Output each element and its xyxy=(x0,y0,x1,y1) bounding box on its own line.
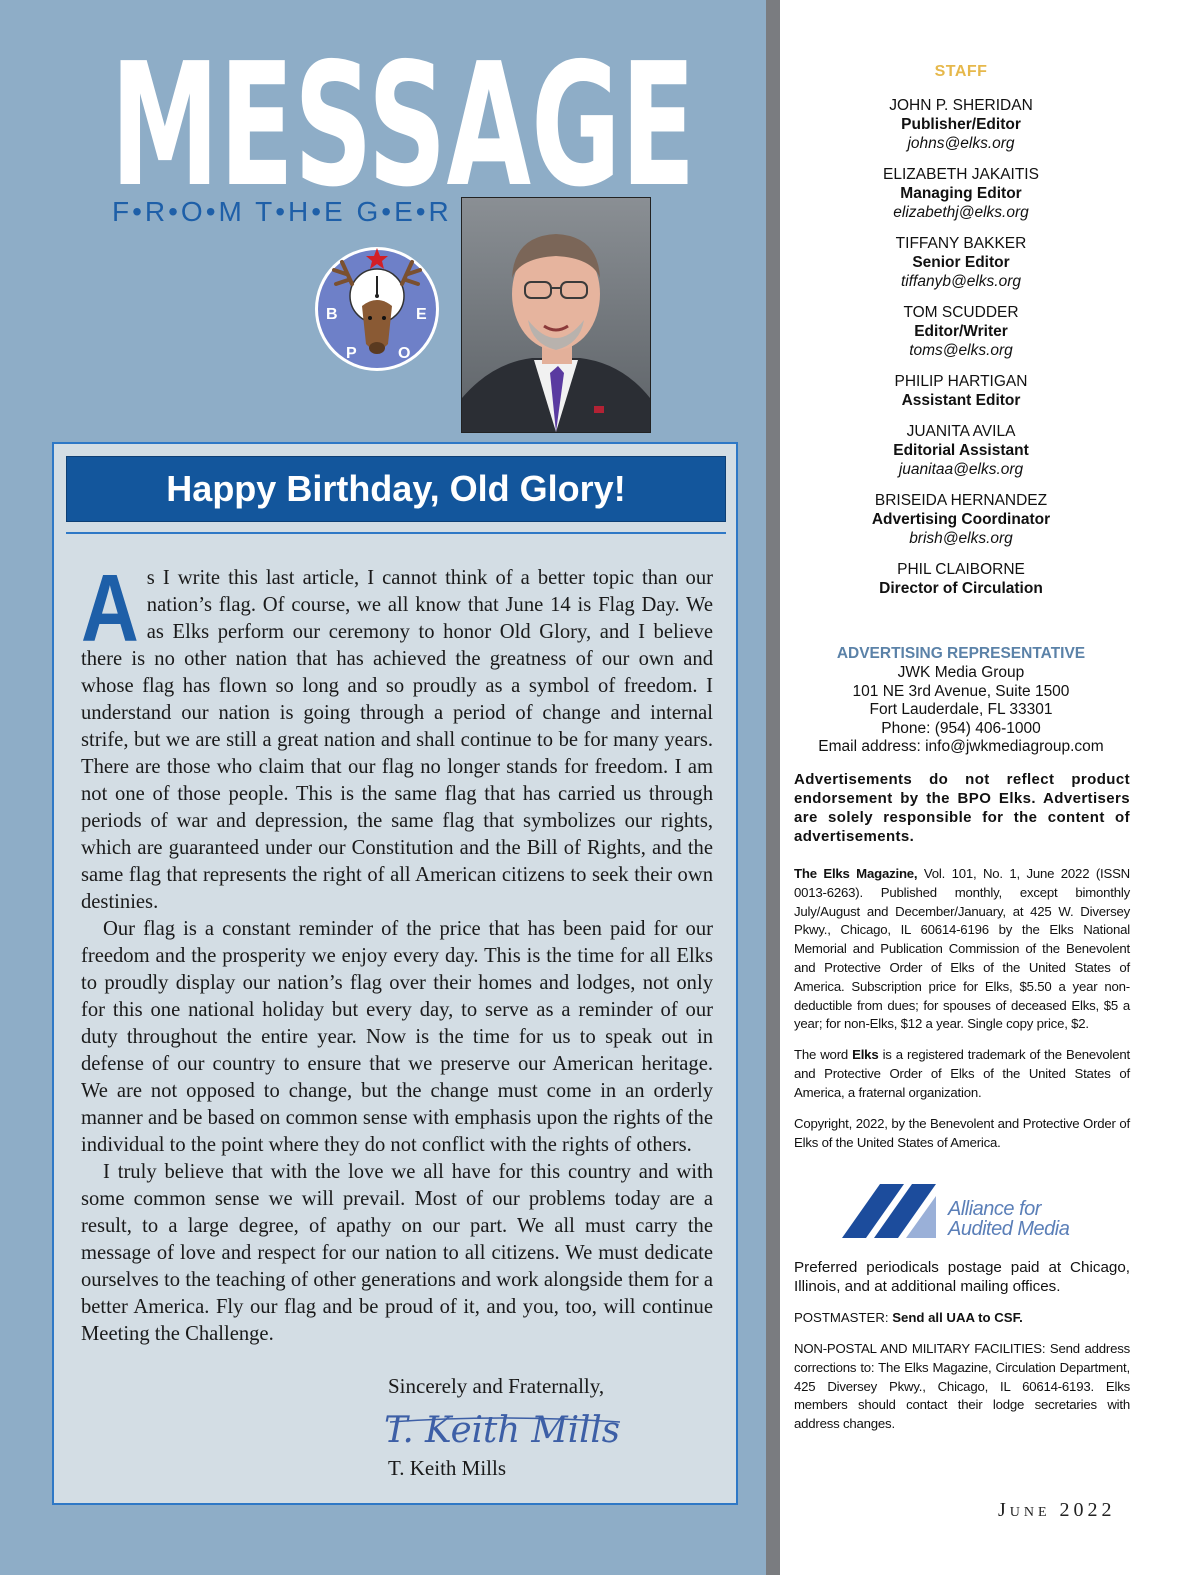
emblem-letter-p: P xyxy=(346,345,357,362)
elks-emblem-logo xyxy=(312,244,442,374)
postmaster-label: POSTMASTER: xyxy=(794,1310,893,1325)
staff-email[interactable]: johns@elks.org xyxy=(907,135,1015,152)
aam-wordmark xyxy=(948,1199,1069,1239)
staff-name: BRISEIDA HERNANDEZ xyxy=(874,492,1048,509)
staff-list xyxy=(790,96,1132,610)
advertising-company: JWK Media Group xyxy=(897,664,1025,681)
column-divider xyxy=(766,0,780,1575)
advertising-address-1: 101 NE 3rd Avenue, Suite 1500 xyxy=(852,682,1070,700)
emblem-letter-e: E xyxy=(416,306,427,323)
staff-email[interactable]: toms@elks.org xyxy=(909,342,1013,359)
aam-line-2: Audited Media xyxy=(948,1218,1070,1240)
aam-line-1: Alliance for xyxy=(948,1198,1041,1220)
staff-member xyxy=(790,491,1132,560)
title-rule xyxy=(66,532,726,534)
staff-member xyxy=(790,560,1132,610)
masthead-wordmark xyxy=(108,38,698,198)
staff-name: ELIZABETH JAKAITIS xyxy=(883,166,1039,183)
advertising-contact xyxy=(790,664,1132,757)
advertising-heading: ADVERTISING REPRESENTATIVE xyxy=(836,645,1086,662)
staff-email[interactable]: tiffanyb@elks.org xyxy=(901,273,1021,290)
staff-name: TIFFANY BAKKER xyxy=(895,235,1027,252)
author-portrait-photo xyxy=(461,197,651,433)
drop-cap: A xyxy=(81,554,139,662)
staff-role: Editorial Assistant xyxy=(893,442,1029,459)
letter-paragraph-1-text: s I write this last article, I cannot think of a better topic than our nation’s flag. Of course, we all know that June 14 is Flag Day. We as Elks perform our ceremony to honor Old Glory, and I believe there is no other nation that has achieved the greatness of our own and whose flag has flown so long and so proudly as a symbol of freedom. I understand our nation is going through a period of change and internal strife, but we are still a great nation and shall continue to be for many years. There are those who claim that our flag no longer stands for freedom. I am not one of those people. This is the same flag that has carried us through periods of war and depression, the same flag that symbolizes our rights, which are guaranteed under our Constitution and the Bill of Rights, and the same flag that represents the right of all American citizens to seek their own destinies. xyxy=(81,567,713,913)
signer-name: T. Keith Mills xyxy=(388,1456,507,1480)
trademark-word: Elks xyxy=(852,1047,879,1062)
staff-email[interactable]: brish@elks.org xyxy=(909,530,1013,547)
issue-date: June 2022 xyxy=(998,1499,1116,1521)
emblem-letter-b: B xyxy=(326,306,338,323)
staff-role: Assistant Editor xyxy=(901,392,1021,409)
staff-name: JOHN P. SHERIDAN xyxy=(889,97,1033,114)
emblem-letter-o: O xyxy=(398,345,411,362)
copyright-notice: Copyright, 2022, by the Benevolent and Protective Order of Elks of the United States of America. xyxy=(794,1116,1130,1150)
staff-role: Advertising Coordinator xyxy=(871,511,1051,528)
letter-title: Happy Birthday, Old Glory! xyxy=(166,468,626,509)
staff-role: Publisher/Editor xyxy=(901,116,1021,133)
advertising-address-2: Fort Lauderdale, FL 33301 xyxy=(869,701,1053,718)
letter-closing: Sincerely and Fraternally, xyxy=(388,1374,605,1398)
letter-title-bar xyxy=(66,456,726,522)
advertising-email[interactable]: Email address: info@jwkmediagroup.com xyxy=(818,738,1104,755)
staff-heading: STAFF xyxy=(934,63,988,80)
staff-role: Director of Circulation xyxy=(879,580,1043,597)
trademark-notice xyxy=(794,1046,1130,1102)
nonpostal-notice: NON-POSTAL AND MILITARY FACILITIES: Send address corrections to: The Elks Magazine, Circulation Department, 425 Diversey Pkwy., Chicago, IL 60614-6193. Elks members should contact their lodge secretaries with address changes. xyxy=(794,1341,1130,1432)
masthead-subtitle: F•R•O•M T•H•E G•E•R xyxy=(112,196,452,227)
staff-name: PHIL CLAIBORNE xyxy=(897,561,1025,578)
staff-column xyxy=(790,0,1132,1575)
handwritten-signature xyxy=(380,1402,630,1458)
staff-name: PHILIP HARTIGAN xyxy=(894,373,1028,390)
staff-email[interactable]: elizabethj@elks.org xyxy=(893,204,1029,221)
letter-paragraph-1 xyxy=(81,554,713,916)
staff-name: TOM SCUDDER xyxy=(903,304,1019,321)
trademark-pre: The word xyxy=(794,1047,853,1062)
letter-paragraph-2: Our flag is a constant reminder of the price that has been paid for our freedom and the prosperity we enjoy every day. This is the time for all Elks to proudly display our nation’s flag over their homes and lodges, not only for this one national holiday but every day, to serve as a reminder of our duty throughout the entire year. Now is the time for us to speak out in defense of our country to ensure that we preserve our American heritage. We are not opposed to change, but the change must come in an orderly manner and be based on common sense with emphasis upon the rights of the individual to the point where they do not conflict with the rights of others. xyxy=(81,918,713,1156)
letter-body xyxy=(81,554,713,1348)
postage-notice: Preferred periodicals postage paid at Chicago, Illinois, and at additional mailing offices. xyxy=(794,1259,1130,1295)
postmaster-text: Send all UAA to CSF. xyxy=(892,1310,1023,1325)
publication-info xyxy=(794,865,1130,1034)
staff-role: Senior Editor xyxy=(912,254,1010,271)
publication-details: Vol. 101, No. 1, June 2022 (ISSN 0013-6263). Published monthly, except bimonthly July/August and December/January, at 425 W. Diversey Pkwy., Chicago, IL 60614-6196 by the Elks National Memorial and Publication Commission of the Benevolent and Protective Order of Elks of the United States of America. Subscription price for Elks, $5.50 a year non-deductible from dues; for spouses of deceased Elks, $5 a year; for non-Elks, $12 a year. Single copy price, $2. xyxy=(794,866,1130,1032)
staff-member xyxy=(790,165,1132,234)
staff-email[interactable]: juanitaa@elks.org xyxy=(898,461,1024,478)
staff-name: JUANITA AVILA xyxy=(906,423,1016,440)
advertising-disclaimer: Advertisements do not reflect product endorsement by the BPO Elks. Advertisers are solely responsible for the content of advertisements. xyxy=(794,771,1130,845)
staff-member xyxy=(790,372,1132,422)
letter-paragraph-3: I truly believe that with the love we all have for this country and with some common sense we will prevail. Most of our problems today are a result, to a large degree, of apathy on our part. We all must carry the message of love and respect for our nation to all citizens. We must dedicate ourselves to the teaching of other generations and work alongside them for a better America. Fly our flag and be proud of it, and you, too, will continue Meeting the Challenge. xyxy=(81,1161,713,1345)
signature-script: T. Keith Mills xyxy=(384,1410,620,1451)
staff-role: Editor/Writer xyxy=(914,323,1008,340)
staff-member xyxy=(790,234,1132,303)
staff-member xyxy=(790,96,1132,165)
advertising-phone: Phone: (954) 406-1000 xyxy=(881,719,1041,737)
trademark-post: is a registered trademark of the Benevolent and Protective Order of Elks of the United States of America, a fraternal organization. xyxy=(794,1047,1130,1100)
staff-role: Managing Editor xyxy=(900,185,1022,202)
postmaster-notice xyxy=(794,1310,1130,1325)
staff-member xyxy=(790,303,1132,372)
staff-member xyxy=(790,422,1132,491)
letter-panel xyxy=(52,442,738,1505)
masthead-word: MESSAGE xyxy=(110,38,696,198)
publication-name: The Elks Magazine, xyxy=(794,866,918,881)
